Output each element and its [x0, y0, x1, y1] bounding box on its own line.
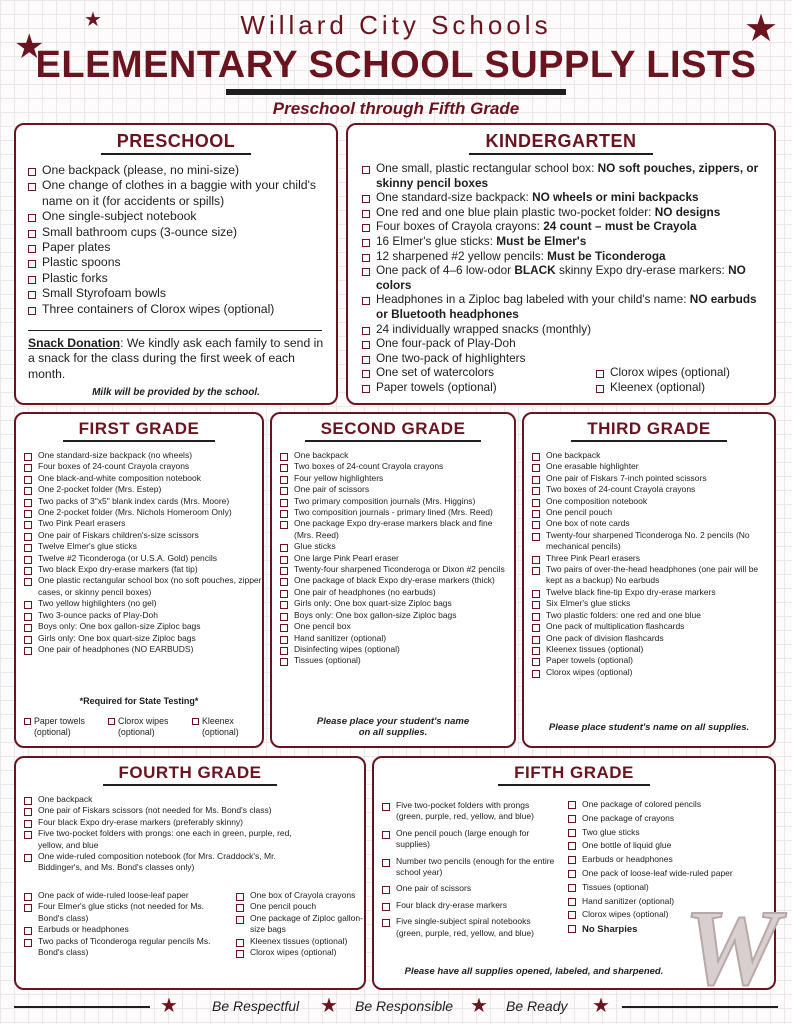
list-item: Hand sanitizer (optional) — [568, 895, 772, 909]
list-item: One backpack — [280, 450, 514, 461]
list-item: 16 Elmer's glue sticks: Must be Elmer's — [362, 234, 766, 249]
fifth-grade-left-list — [382, 800, 558, 939]
list-item: One erasable highlighter — [532, 461, 772, 472]
list-item: Boys only: One box gallon-size Ziploc bags — [280, 610, 514, 621]
list-item: Small Styrofoam bowls — [28, 286, 328, 301]
star-icon: ★ — [744, 8, 779, 50]
list-item: One black-and-white composition notebook — [24, 473, 262, 484]
list-item: One package of Ziploc gallon-size bags — [236, 913, 364, 936]
list-item: Plastic forks — [28, 271, 328, 286]
list-item: Two composition journals - primary lined (Mrs. Reed) — [280, 507, 514, 518]
list-item: Twelve black fine-tip Expo dry-erase markers — [532, 587, 772, 598]
fourth-grade-list — [24, 794, 314, 874]
list-item: Twenty-four sharpened Ticonderoga No. 2 pencils (No mechanical pencils) — [532, 530, 772, 553]
first-grade-title: FIRST GRADE — [16, 419, 262, 442]
list-item: One pack of wide-ruled loose-leaf paper — [24, 890, 224, 901]
list-item: Boys only: One box gallon-size Ziploc bags — [24, 621, 262, 632]
snack-donation — [28, 336, 326, 382]
list-item: One composition notebook — [532, 496, 772, 507]
preschool-card — [14, 123, 338, 405]
list-item: Two black Expo dry-erase markers (fat tip) — [24, 564, 262, 575]
list-item: Two packs of Ticonderoga regular pencils Ms. Bond's class) — [24, 936, 224, 959]
list-item: Small bathroom cups (3-ounce size) — [28, 225, 328, 240]
list-item: One pencil pouch — [532, 507, 772, 518]
list-item: Clorox wipes (optional) — [568, 908, 772, 922]
fourth-grade-card — [14, 756, 366, 990]
list-item: Tissues (optional) — [568, 881, 772, 895]
list-item: Earbuds or headphones — [24, 924, 224, 935]
list-item: One single-subject notebook — [28, 209, 328, 224]
list-item: Number two pencils (enough for the entire school year) — [382, 856, 558, 879]
list-item: Kleenex tissues (optional) — [236, 936, 364, 947]
list-item: One pack of multiplication flashcards — [532, 621, 772, 632]
title-underline — [226, 89, 566, 95]
list-item: One pair of Fiskars scissors (not needed for Ms. Bond's class) — [24, 805, 314, 816]
page-subtitle: Preschool through Fifth Grade — [272, 99, 520, 118]
list-item: Three containers of Clorox wipes (optional) — [28, 302, 328, 317]
list-item: Five single-subject spiral notebooks (green, purple, red, yellow, and blue) — [382, 916, 558, 939]
list-item: Paper towels (optional) — [362, 380, 766, 395]
list-item: One box of note cards — [532, 518, 772, 529]
school-name: Willard City Schools — [240, 10, 552, 40]
fifth-grade-title: FIFTH GRADE — [374, 763, 774, 786]
list-item: Earbuds or headphones — [568, 853, 772, 867]
list-item: One pair of headphones (NO EARBUDS) — [24, 644, 262, 655]
list-item: One pack of division flashcards — [532, 633, 772, 644]
list-item: One small, plastic rectangular school box: NO soft pouches, zippers, or skinny pencil boxes — [362, 161, 766, 190]
list-item: One backpack (please, no mini-size) — [28, 163, 328, 178]
list-item: Girls only: One box quart-size Ziploc bags — [24, 633, 262, 644]
svg-text:W: W — [683, 898, 781, 998]
optional-item: Kleenex (optional) — [192, 716, 262, 738]
list-item: One pair of Fiskars children's-size scissors — [24, 530, 262, 541]
list-item: Twelve #2 Ticonderoga (or U.S.A. Gold) pencils — [24, 553, 262, 564]
kindergarten-optional-list — [596, 365, 766, 394]
w-logo-icon — [676, 898, 788, 998]
third-grade-list — [532, 450, 772, 678]
second-grade-card — [270, 412, 516, 748]
footer-rule — [14, 1006, 150, 1008]
list-item: One bottle of liquid glue — [568, 839, 772, 853]
third-grade-card — [522, 412, 776, 748]
snack-label: Snack Donation — [28, 336, 121, 350]
list-item: One change of clothes in a baggie with your child's name on it (for accidents or spills) — [28, 178, 328, 209]
list-item: Three Pink Pearl erasers — [532, 553, 772, 564]
list-item: One wide-ruled composition notebook (for Mrs. Craddock's, Mr. Biddinger's, and Ms. Bond's classes only) — [24, 851, 314, 874]
list-item: Four black dry-erase markers — [382, 900, 558, 911]
list-item: Glue sticks — [280, 541, 514, 552]
list-item: Four boxes of 24-count Crayola crayons — [24, 461, 262, 472]
star-icon: ★ — [592, 995, 610, 1017]
second-grade-note: Please place your student's name on all supplies. — [316, 716, 470, 738]
preschool-list — [28, 163, 328, 317]
preschool-divider — [28, 330, 322, 331]
list-item: Twenty-four sharpened Ticonderoga or Dixon #2 pencils — [280, 564, 514, 575]
list-item: Kleenex tissues (optional) — [532, 644, 772, 655]
third-grade-note: Please place student's name on all supplies. — [548, 722, 750, 733]
motto-respectful: Be Respectful — [212, 998, 300, 1014]
list-item: 12 sharpened #2 yellow pencils: Must be Ticonderoga — [362, 249, 766, 264]
list-item: Hand sanitizer (optional) — [280, 633, 514, 644]
list-item: One 2-pocket folder (Mrs. Nichols Homeroom Only) — [24, 507, 262, 518]
list-item: One pencil pouch (large enough for supplies) — [382, 828, 558, 851]
list-item: Headphones in a Ziploc bag labeled with your child's name: NO earbuds or Bluetooth headphones — [362, 292, 766, 321]
list-item: Two 3-ounce packs of Play-Doh — [24, 610, 262, 621]
list-item: 24 individually wrapped snacks (monthly) — [362, 322, 766, 337]
list-item: Twelve Elmer's glue sticks — [24, 541, 262, 552]
star-icon: ★ — [320, 995, 338, 1017]
footer-rule — [622, 1006, 778, 1008]
star-icon: ★ — [160, 995, 178, 1017]
list-item: Girls only: One box quart-size Ziploc bags — [280, 598, 514, 609]
list-item: One package of crayons — [568, 812, 772, 826]
list-item: One four-pack of Play-Doh — [362, 336, 766, 351]
list-item: Clorox wipes (optional) — [596, 365, 766, 380]
milk-note: Milk will be provided by the school. — [92, 387, 260, 398]
list-item: One red and one blue plain plastic two-pocket folder: NO designs — [362, 205, 766, 220]
list-item: One plastic rectangular school box (no soft pouches, zipper cases, or skinny pencil boxes) — [24, 575, 262, 598]
list-item: One package of colored pencils — [568, 798, 772, 812]
list-item: Kleenex (optional) — [596, 380, 766, 395]
list-item: One pair of scissors — [382, 883, 558, 894]
list-item: One pencil box — [280, 621, 514, 632]
star-icon: ★ — [470, 995, 488, 1017]
list-item: Two primary composition journals (Mrs. Higgins) — [280, 496, 514, 507]
list-item: Plastic spoons — [28, 255, 328, 270]
list-item: Two boxes of 24-count Crayola crayons — [280, 461, 514, 472]
motto-responsible: Be Responsible — [355, 998, 454, 1014]
first-grade-card — [14, 412, 264, 748]
list-item: One package Expo dry-erase markers black and fine (Mrs. Reed) — [280, 518, 514, 541]
list-item: One backpack — [532, 450, 772, 461]
list-item: One pencil pouch — [236, 901, 364, 912]
star-icon: ★ — [14, 28, 45, 66]
list-item: Clorox wipes (optional) — [532, 667, 772, 678]
second-grade-title: SECOND GRADE — [272, 419, 514, 442]
list-item: Four boxes of Crayola crayons: 24 count – must be Crayola — [362, 219, 766, 234]
optional-item: Paper towels (optional) — [24, 716, 106, 738]
optional-item: Clorox wipes (optional) — [108, 716, 182, 738]
preschool-title: PRESCHOOL — [16, 131, 336, 155]
fifth-grade-note: Please have all supplies opened, labeled, and sharpened. — [404, 966, 664, 977]
list-item: No Sharpies — [568, 922, 772, 938]
list-item: Two Pink Pearl erasers — [24, 518, 262, 529]
fourth-grade-right-list — [236, 890, 364, 958]
list-item: One box of Crayola crayons — [236, 890, 364, 901]
list-item: One pack of loose-leaf wide-ruled paper — [568, 867, 772, 881]
list-item: One pack of 4–6 low-odor BLACK skinny Expo dry-erase markers: NO colors — [362, 263, 766, 292]
list-item: Two plastic folders: one red and one blue — [532, 610, 772, 621]
list-item: One set of watercolors — [362, 365, 766, 380]
list-item: Paper plates — [28, 240, 328, 255]
list-item: Four Elmer's glue sticks (not needed for Ms. Bond's class) — [24, 901, 224, 924]
list-item: One pair of Fiskars 7-inch pointed scissors — [532, 473, 772, 484]
list-item: Two packs of 3"x5" blank index cards (Mrs. Moore) — [24, 496, 262, 507]
kindergarten-title: KINDERGARTEN — [348, 131, 774, 155]
list-item: Five two-pocket folders with prongs (green, purple, red, yellow, and blue) — [382, 800, 558, 823]
fourth-grade-title: FOURTH GRADE — [16, 763, 364, 786]
list-item: Four yellow highlighters — [280, 473, 514, 484]
list-item: One standard-size backpack (no wheels) — [24, 450, 262, 461]
list-item: Six Elmer's glue sticks — [532, 598, 772, 609]
list-item: Five two-pocket folders with prongs: one each in green, purple, red, yellow, and blue — [24, 828, 314, 851]
list-item: One two-pack of highlighters — [362, 351, 766, 366]
list-item: Tissues (optional) — [280, 655, 514, 666]
list-item: Disinfecting wipes (optional) — [280, 644, 514, 655]
kindergarten-card — [346, 123, 776, 405]
motto-ready: Be Ready — [506, 998, 568, 1014]
second-grade-list — [280, 450, 514, 667]
first-grade-list — [24, 450, 262, 655]
page-title: ELEMENTARY SCHOOL SUPPLY LISTS — [35, 44, 757, 86]
list-item: One pair of scissors — [280, 484, 514, 495]
fourth-grade-left-list — [24, 890, 224, 958]
list-item: Two pairs of over-the-head headphones (one pair will be kept as a backup) No earbuds — [532, 564, 772, 587]
snack-text: : We kindly ask each family to send in a snack for the class during the first week of each month. — [28, 336, 324, 381]
list-item: One backpack — [24, 794, 314, 805]
list-item: One 2-pocket folder (Mrs. Estep) — [24, 484, 262, 495]
list-item: Paper towels (optional) — [532, 655, 772, 666]
list-item: Two boxes of 24-count Crayola crayons — [532, 484, 772, 495]
list-item: Two glue sticks — [568, 826, 772, 840]
list-item: One package of black Expo dry-erase markers (thick) — [280, 575, 514, 586]
list-item: Four black Expo dry-erase markers (preferably skinny) — [24, 817, 314, 828]
first-grade-note: *Required for State Testing* — [79, 696, 199, 706]
star-icon: ★ — [84, 9, 102, 31]
list-item: One standard-size backpack: NO wheels or mini backpacks — [362, 190, 766, 205]
list-item: Clorox wipes (optional) — [236, 947, 364, 958]
list-item: One large Pink Pearl eraser — [280, 553, 514, 564]
list-item: Two yellow highlighters (no gel) — [24, 598, 262, 609]
third-grade-title: THIRD GRADE — [524, 419, 774, 442]
list-item: One pair of headphones (no earbuds) — [280, 587, 514, 598]
kindergarten-list — [362, 161, 766, 395]
